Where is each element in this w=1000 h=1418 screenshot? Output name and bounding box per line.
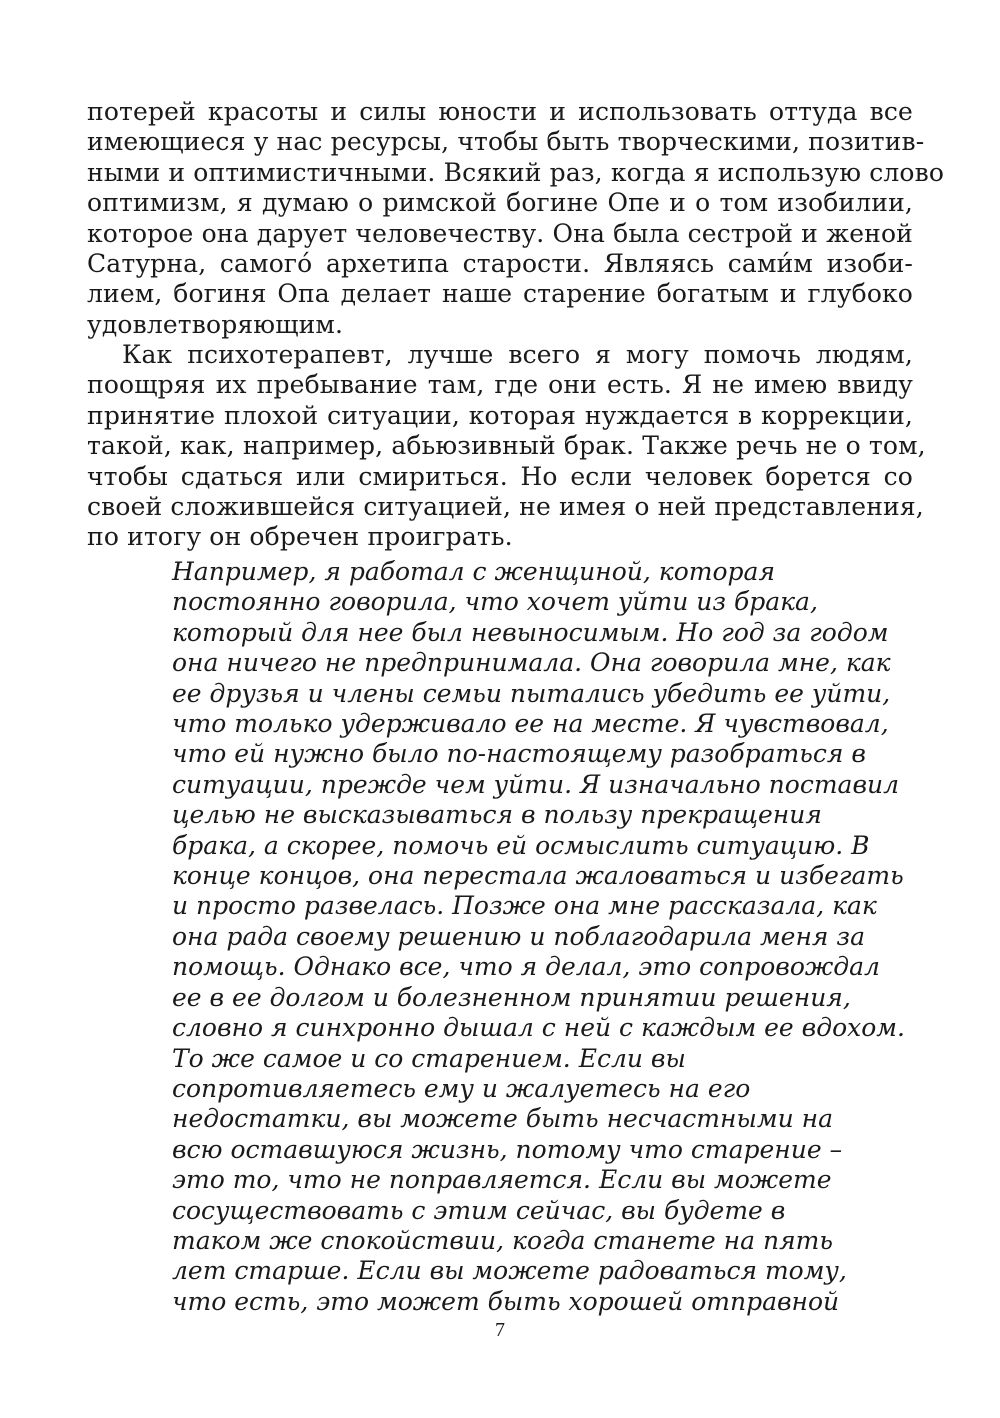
quote-line: сосуществовать с этим сейчас, вы будете в [172,1195,786,1225]
quote-line: всю оставшуюся жизнь, потому что старение – [172,1134,843,1164]
quote-line: таком же спокойствии, когда станете на пять [172,1225,833,1255]
quote-line: это то, что не поправляется. Если вы можете [172,1165,832,1195]
page-number: 7 [495,1319,505,1341]
quote-line: она рада своему решению и поблагодарила меня за [172,921,865,951]
text-line: ными и оптимистичными. Всякий раз, когда я использую слово [87,157,945,187]
quote-line: что только удерживало ее на месте. Я чувствовал, [172,709,889,739]
text-line: Сатурна, самого́ архетипа старости. Являясь сами́м изоби- [87,249,913,279]
text-line: лием, богиня Опа делает наше старение богатым и глубоко [87,279,913,309]
quote-line: конце концов, она перестала жаловаться и избегать [172,861,904,891]
text-line: Как психотерапевт, лучше всего я могу помочь людям, [122,340,913,369]
quote-line: недостатки, вы можете быть несчастными на [172,1104,833,1134]
quote-line: То же самое и со старением. Если вы [172,1043,686,1073]
text-line: которое она дарует человечеству. Она была сестрой и женой [87,218,913,248]
text-line: такой, как, например, абьюзивный брак. Также речь не о том, [87,431,926,461]
text-line: по итогу он обречен проиграть. [87,522,513,552]
quote-line: лет старше. Если вы можете радоваться тому, [172,1256,847,1286]
quote-line: ее в ее долгом и болезненном принятии решения, [172,982,851,1012]
text-line: своей сложившейся ситуацией, не имея о ней представления, [87,492,924,522]
quote-line: помощь. Однако все, что я делал, это сопровождал [172,952,880,982]
quote-line: сопротивляетесь ему и жалуетесь на его [172,1073,751,1103]
text-line: имеющиеся у нас ресурсы, чтобы быть творческими, позитив- [87,127,925,157]
text-line: потерей красоты и силы юности и использовать оттуда все [87,97,913,126]
text-line: принятие плохой ситуации, которая нуждается в коррекции, [87,400,913,430]
text-line: оптимизм, я думаю о римской богине Опе и о том изобилии, [87,188,913,218]
body-paragraph-1 [87,97,945,340]
quote-line: ее друзья и члены семьи пытались убедить ее уйти, [172,678,891,708]
quote-line: что ей нужно было по-настоящему разобраться в [172,739,866,769]
text-line: поощряя их пребывание там, где они есть. Я не имею ввиду [87,370,913,400]
quote-line: ситуации, прежде чем уйти. Я изначально поставил [172,769,900,799]
quote-line: Например, я работал с женщиной, которая [172,557,775,586]
quote-line: словно я синхронно дышал с ней с каждым ее вдохом. [172,1013,905,1043]
quote-line: постоянно говорила, что хочет уйти из брака, [172,587,818,617]
quote-line: и просто развелась. Позже она мне рассказала, как [172,891,877,921]
italic-quote-block [172,557,905,1317]
quote-line: что есть, это может быть хорошей отправной [172,1286,840,1316]
text-line: удовлетворяющим. [87,309,344,339]
quote-line: который для нее был невыносимым. Но год за годом [172,617,889,647]
quote-line: брака, а скорее, помочь ей осмыслить ситуацию. В [172,830,870,860]
quote-line: целью не высказываться в пользу прекращения [172,800,822,830]
text-line: чтобы сдаться или смириться. Но если человек борется со [87,461,913,491]
quote-line: она ничего не предпринимала. Она говорила мне, как [172,648,891,678]
body-paragraph-2 [87,340,926,553]
